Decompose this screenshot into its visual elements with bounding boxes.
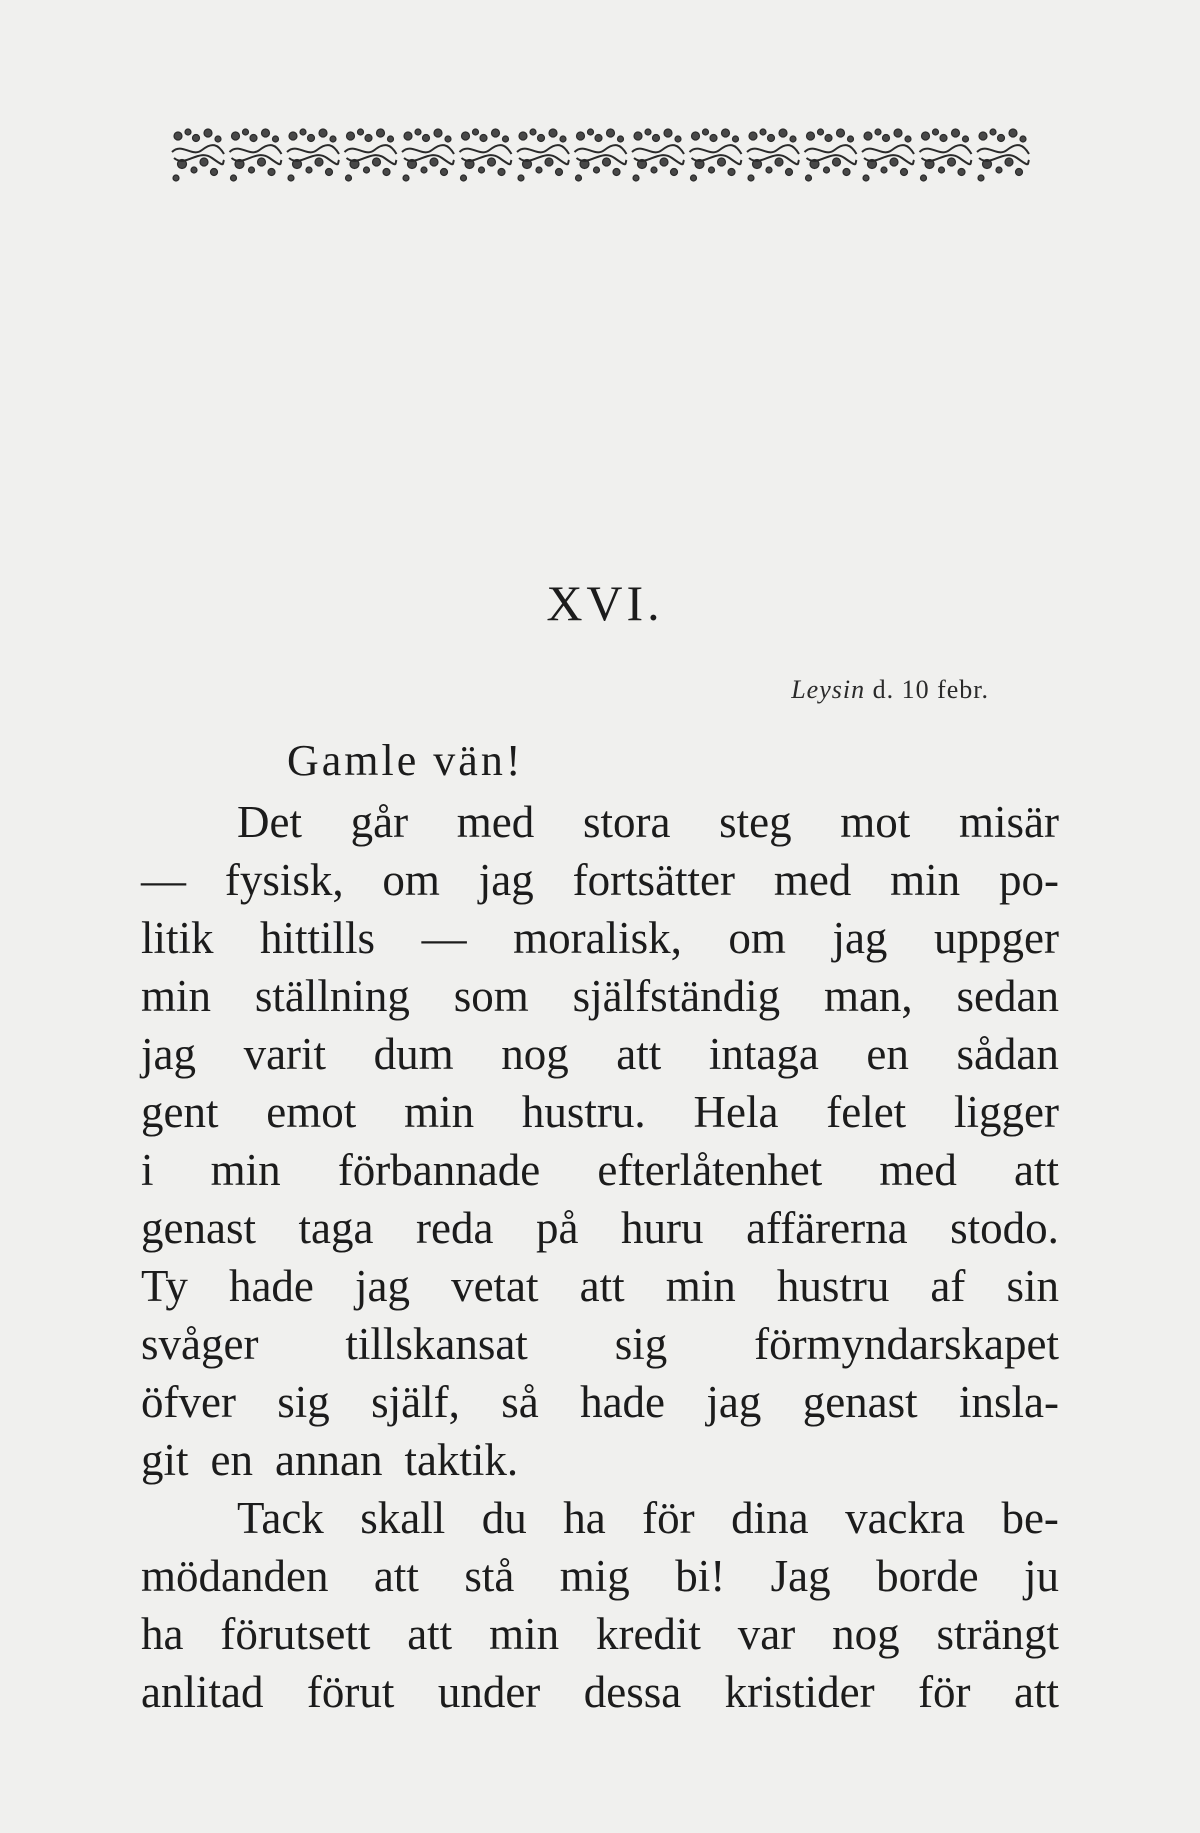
word: dum bbox=[373, 1029, 454, 1079]
word: insla- bbox=[959, 1377, 1059, 1427]
word: hustru bbox=[776, 1261, 890, 1311]
word: genast bbox=[141, 1203, 256, 1253]
text-line bbox=[141, 793, 1059, 851]
word: under bbox=[437, 1667, 541, 1717]
word: med bbox=[879, 1145, 957, 1195]
word: intaga bbox=[708, 1029, 819, 1079]
word: min bbox=[489, 1609, 560, 1659]
word: förut bbox=[306, 1667, 395, 1717]
word: be- bbox=[1001, 1493, 1059, 1543]
text-line bbox=[141, 1547, 1059, 1605]
text-line bbox=[141, 851, 1059, 909]
word: taktik. bbox=[404, 1435, 519, 1485]
word: bi! bbox=[675, 1551, 726, 1601]
word: svåger bbox=[141, 1319, 259, 1369]
word: taga bbox=[298, 1203, 374, 1253]
word: litik bbox=[141, 913, 214, 963]
word: nog bbox=[501, 1029, 569, 1079]
word: emot bbox=[266, 1087, 357, 1137]
floral-border-ornament-icon bbox=[168, 124, 1031, 188]
word: felet bbox=[826, 1087, 907, 1137]
word: man, bbox=[823, 971, 913, 1021]
word: steg bbox=[719, 797, 792, 847]
word: om bbox=[728, 913, 786, 963]
word: jag bbox=[832, 913, 888, 963]
text-line bbox=[141, 1257, 1059, 1315]
word: vackra bbox=[845, 1493, 965, 1543]
text-line bbox=[141, 1489, 1059, 1547]
word: att bbox=[1013, 1667, 1059, 1717]
word: min bbox=[210, 1145, 281, 1195]
word: hittills bbox=[260, 913, 376, 963]
word: hade bbox=[580, 1377, 666, 1427]
word: mig bbox=[559, 1551, 630, 1601]
word: fortsätter bbox=[572, 855, 735, 905]
word: jag bbox=[706, 1377, 762, 1427]
word: att bbox=[373, 1551, 419, 1601]
word: git bbox=[141, 1435, 189, 1485]
word: stora bbox=[582, 797, 671, 847]
word: min bbox=[404, 1087, 475, 1137]
word: dessa bbox=[583, 1667, 682, 1717]
word: efterlåtenhet bbox=[597, 1145, 823, 1195]
word: om bbox=[382, 855, 440, 905]
word: huru bbox=[621, 1203, 704, 1253]
word: dina bbox=[731, 1493, 809, 1543]
word: reda bbox=[416, 1203, 494, 1253]
word: att bbox=[616, 1029, 662, 1079]
word: ha bbox=[141, 1609, 184, 1659]
text-line bbox=[141, 1025, 1059, 1083]
word: ha bbox=[563, 1493, 606, 1543]
letter-body bbox=[141, 793, 1059, 1721]
word: po- bbox=[998, 855, 1059, 905]
word: borde bbox=[876, 1551, 979, 1601]
word: går bbox=[350, 797, 409, 847]
dateline-place: Leysin bbox=[791, 675, 866, 704]
word: öfver bbox=[141, 1377, 236, 1427]
word: Tack bbox=[237, 1493, 324, 1543]
word: jag bbox=[141, 1029, 196, 1079]
word: med bbox=[456, 797, 535, 847]
text-line bbox=[141, 1663, 1059, 1721]
word: så bbox=[501, 1377, 539, 1427]
word: förmyndarskapet bbox=[754, 1319, 1059, 1369]
word: ligger bbox=[954, 1087, 1059, 1137]
word: kredit bbox=[595, 1609, 701, 1659]
word: Ty bbox=[141, 1261, 188, 1311]
word: sig bbox=[614, 1319, 668, 1369]
word: förbannade bbox=[337, 1145, 541, 1195]
text-line bbox=[141, 1199, 1059, 1257]
word: mot bbox=[840, 797, 911, 847]
word: som bbox=[453, 971, 529, 1021]
word: på bbox=[536, 1203, 579, 1253]
word: en bbox=[866, 1029, 909, 1079]
word: ju bbox=[1023, 1551, 1059, 1601]
word: annan bbox=[275, 1435, 383, 1485]
word: hade bbox=[228, 1261, 314, 1311]
word: jag bbox=[355, 1261, 410, 1311]
word: skall bbox=[360, 1493, 446, 1543]
word: sedan bbox=[956, 971, 1059, 1021]
word: ställning bbox=[254, 971, 410, 1021]
word: Jag bbox=[770, 1551, 831, 1601]
word: — bbox=[141, 855, 186, 905]
word: varit bbox=[243, 1029, 327, 1079]
word: stodo. bbox=[950, 1203, 1059, 1253]
word: stå bbox=[464, 1551, 515, 1601]
word: i bbox=[141, 1145, 154, 1195]
text-line bbox=[141, 909, 1059, 967]
word: för bbox=[642, 1493, 695, 1543]
word: gent bbox=[141, 1087, 219, 1137]
word: uppger bbox=[933, 913, 1059, 963]
word: du bbox=[481, 1493, 527, 1543]
word: kristider bbox=[724, 1667, 875, 1717]
word: att bbox=[407, 1609, 453, 1659]
dateline-date: d. 10 febr. bbox=[872, 675, 989, 704]
word: Det bbox=[237, 797, 302, 847]
word: genast bbox=[802, 1377, 918, 1427]
salutation: Gamle vän! bbox=[287, 736, 524, 785]
word: af bbox=[930, 1261, 966, 1311]
text-line bbox=[141, 1431, 1059, 1489]
word: min bbox=[890, 855, 961, 905]
word: Hela bbox=[693, 1087, 779, 1137]
word: tillskansat bbox=[345, 1319, 528, 1369]
word: mödanden bbox=[141, 1551, 329, 1601]
word: moralisk, bbox=[513, 913, 682, 963]
word: sin bbox=[1006, 1261, 1059, 1311]
text-line bbox=[141, 1083, 1059, 1141]
word: affärerna bbox=[746, 1203, 908, 1253]
dateline bbox=[791, 675, 989, 705]
word: misär bbox=[958, 797, 1059, 847]
word: en bbox=[210, 1435, 253, 1485]
text-line bbox=[141, 1373, 1059, 1431]
word: för bbox=[918, 1667, 971, 1717]
word: förutsett bbox=[220, 1609, 371, 1659]
word: vetat bbox=[451, 1261, 539, 1311]
word: hustru. bbox=[521, 1087, 646, 1137]
word: min bbox=[665, 1261, 736, 1311]
text-line bbox=[141, 1141, 1059, 1199]
text-line bbox=[141, 1315, 1059, 1373]
word: var bbox=[737, 1609, 796, 1659]
word: fysisk, bbox=[224, 855, 344, 905]
word: anlitad bbox=[141, 1667, 264, 1717]
text-line bbox=[141, 967, 1059, 1025]
word: med bbox=[773, 855, 852, 905]
word: strängt bbox=[936, 1609, 1059, 1659]
word: att bbox=[579, 1261, 625, 1311]
word: själfständig bbox=[572, 971, 781, 1021]
word: att bbox=[1013, 1145, 1059, 1195]
word: själf, bbox=[371, 1377, 460, 1427]
word: jag bbox=[478, 855, 534, 905]
word: sådan bbox=[956, 1029, 1059, 1079]
word: — bbox=[421, 913, 467, 963]
text-line bbox=[141, 1605, 1059, 1663]
word: min bbox=[141, 971, 212, 1021]
chapter-heading: XVI. bbox=[546, 575, 664, 631]
word: sig bbox=[277, 1377, 330, 1427]
word: nog bbox=[832, 1609, 900, 1659]
